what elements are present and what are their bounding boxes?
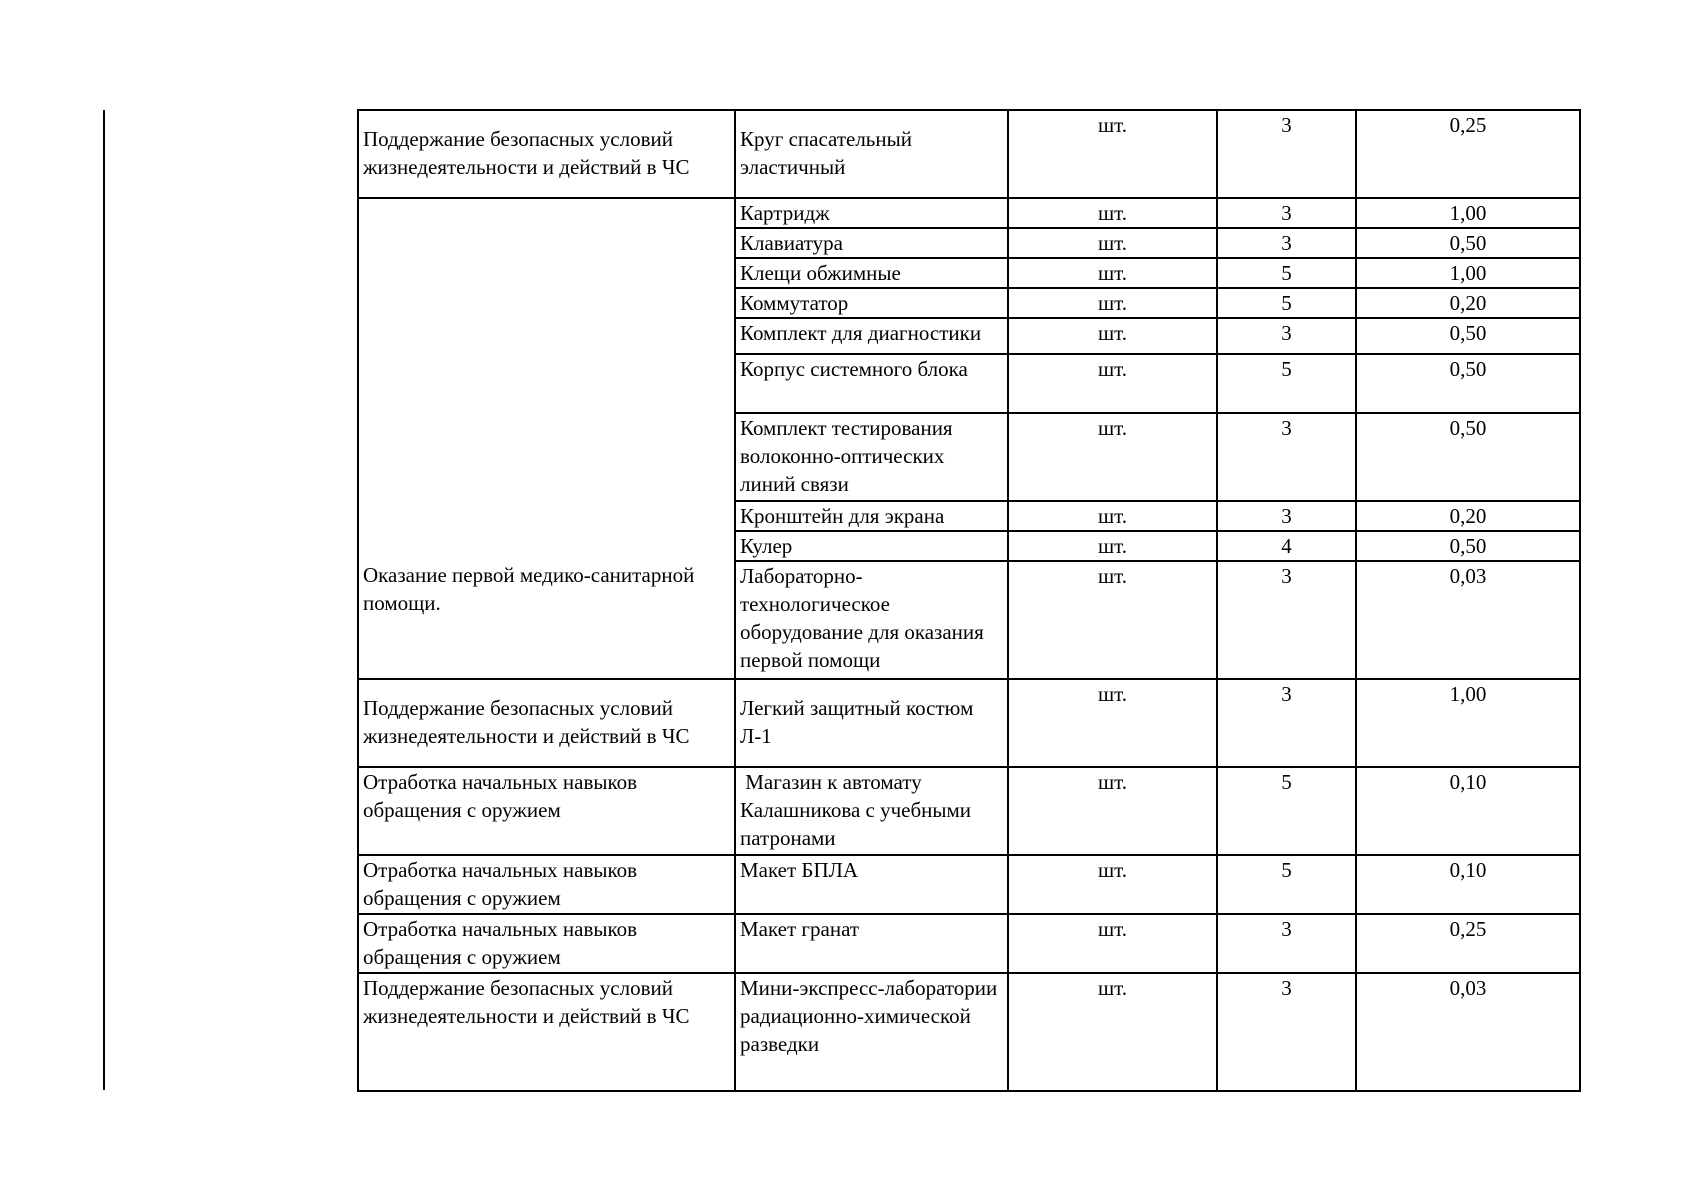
qty-cell: 3 [1217, 679, 1356, 767]
item-cell: Клещи обжимные [735, 258, 1008, 288]
qty-cell: 3 [1217, 973, 1356, 1091]
qty-cell: 3 [1217, 198, 1356, 228]
qty-cell: 3 [1217, 318, 1356, 354]
table-row [358, 855, 1580, 914]
activity-cell: Отработка начальных навыков обращения с оружием [358, 914, 735, 973]
item-cell: Корпус системного блока [735, 354, 1008, 413]
value-cell: 0,03 [1356, 561, 1580, 679]
unit-cell: шт. [1008, 561, 1217, 679]
qty-cell: 4 [1217, 531, 1356, 561]
qty-cell: 3 [1217, 501, 1356, 531]
unit-cell: шт. [1008, 288, 1217, 318]
activity-cell: Отработка начальных навыков обращения с оружием [358, 855, 735, 914]
item-cell: Комплект тестирования волоконно-оптических линий связи [735, 413, 1008, 501]
qty-cell: 3 [1217, 561, 1356, 679]
value-cell: 0,10 [1356, 855, 1580, 914]
unit-cell: шт. [1008, 501, 1217, 531]
activity-cell-merged [358, 198, 735, 679]
item-cell: Лабораторно-технологическое оборудование для оказания первой помощи [735, 561, 1008, 679]
unit-cell: шт. [1008, 318, 1217, 354]
qty-cell: 3 [1217, 914, 1356, 973]
activity-cell: Поддержание безопасных условий жизнедеятельности и действий в ЧС [358, 679, 735, 767]
unit-cell: шт. [1008, 110, 1217, 198]
value-cell: 0,20 [1356, 288, 1580, 318]
value-cell: 0,10 [1356, 767, 1580, 855]
value-cell: 0,50 [1356, 318, 1580, 354]
item-cell: Клавиатура [735, 228, 1008, 258]
unit-cell: шт. [1008, 973, 1217, 1091]
item-cell: Макет БПЛА [735, 855, 1008, 914]
table-row [358, 767, 1580, 855]
activity-cell: Отработка начальных навыков обращения с оружием [358, 767, 735, 855]
qty-cell: 5 [1217, 258, 1356, 288]
table-row [358, 679, 1580, 767]
table-row [358, 110, 1580, 198]
equipment-table [357, 109, 1581, 1092]
value-cell: 1,00 [1356, 679, 1580, 767]
value-cell: 0,50 [1356, 413, 1580, 501]
unit-cell: шт. [1008, 855, 1217, 914]
value-cell: 0,25 [1356, 110, 1580, 198]
unit-cell: шт. [1008, 198, 1217, 228]
value-cell: 0,20 [1356, 501, 1580, 531]
qty-cell: 5 [1217, 767, 1356, 855]
qty-cell: 5 [1217, 354, 1356, 413]
unit-cell: шт. [1008, 914, 1217, 973]
item-cell: Макет гранат [735, 914, 1008, 973]
page-margin-line [103, 110, 105, 1090]
item-cell: Коммутатор [735, 288, 1008, 318]
value-cell: 0,50 [1356, 354, 1580, 413]
unit-cell: шт. [1008, 258, 1217, 288]
value-cell: 0,03 [1356, 973, 1580, 1091]
item-cell: Картридж [735, 198, 1008, 228]
qty-cell: 3 [1217, 413, 1356, 501]
item-cell: Легкий защитный костюм Л-1 [735, 679, 1008, 767]
unit-cell: шт. [1008, 679, 1217, 767]
value-cell: 0,50 [1356, 228, 1580, 258]
value-cell: 1,00 [1356, 258, 1580, 288]
unit-cell: шт. [1008, 767, 1217, 855]
unit-cell: шт. [1008, 413, 1217, 501]
qty-cell: 5 [1217, 288, 1356, 318]
activity-cell: Поддержание безопасных условий жизнедеятельности и действий в ЧС [358, 973, 735, 1091]
activity-cell: Поддержание безопасных условий жизнедеятельности и действий в ЧС [358, 110, 735, 198]
unit-cell: шт. [1008, 354, 1217, 413]
qty-cell: 3 [1217, 110, 1356, 198]
unit-cell: шт. [1008, 531, 1217, 561]
activity-text: Оказание первой медико-санитарной помощи. [363, 563, 695, 615]
item-cell: Кулер [735, 531, 1008, 561]
item-cell: Магазин к автомату Калашникова с учебными патронами [735, 767, 1008, 855]
qty-cell: 3 [1217, 228, 1356, 258]
unit-cell: шт. [1008, 228, 1217, 258]
table-row [358, 973, 1580, 1091]
qty-cell: 5 [1217, 855, 1356, 914]
table-row [358, 914, 1580, 973]
value-cell: 0,25 [1356, 914, 1580, 973]
value-cell: 1,00 [1356, 198, 1580, 228]
table-row [358, 198, 1580, 228]
item-cell: Круг спасательный эластичный [735, 110, 1008, 198]
value-cell: 0,50 [1356, 531, 1580, 561]
item-cell: Кронштейн для экрана [735, 501, 1008, 531]
item-cell: Мини-экспресс-лаборатории радиационно-химической разведки [735, 973, 1008, 1091]
item-cell: Комплект для диагностики [735, 318, 1008, 354]
